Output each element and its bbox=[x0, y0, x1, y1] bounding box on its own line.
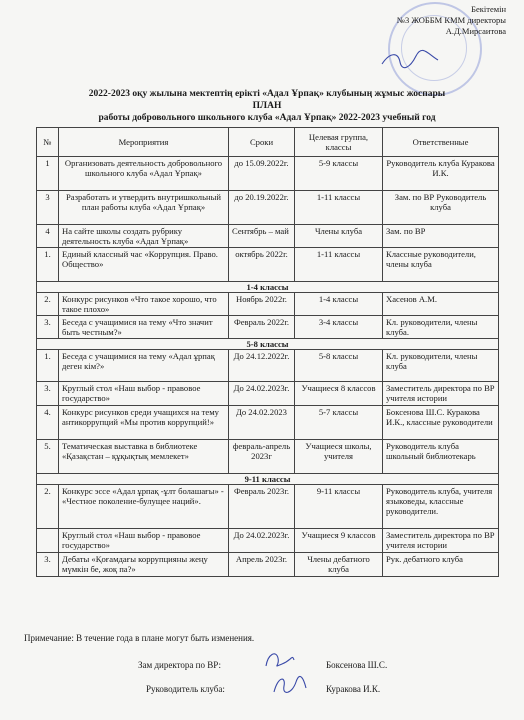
cell-group: 5-7 классы bbox=[295, 406, 383, 440]
cell-event: Беседа с учащимися на тему «Что значит быть честным?» bbox=[59, 316, 229, 339]
table-row bbox=[37, 316, 499, 339]
cell-date: Февраль 2022г. bbox=[229, 316, 295, 339]
section-title: 9-11 классы bbox=[37, 474, 499, 485]
cell-date: До 24.12.2022г. bbox=[229, 350, 295, 382]
header-event: Мероприятия bbox=[59, 128, 229, 157]
cell-event: Разработать и утвердить внутришкольный план работы клуба «Адал Ұрпақ» bbox=[59, 191, 229, 225]
cell-responsible: Кл. руководители, члены клуба bbox=[383, 350, 499, 382]
section-title: 1-4 классы bbox=[37, 282, 499, 293]
cell-date: Февраль 2023г. bbox=[229, 485, 295, 529]
table-header-row bbox=[37, 128, 499, 157]
table-row bbox=[37, 191, 499, 225]
cell-num bbox=[37, 529, 59, 553]
cell-responsible: Заместитель директора по ВР учителя истории bbox=[383, 382, 499, 406]
deputy-signature bbox=[262, 648, 298, 672]
cell-group: Члены дебатного клуба bbox=[295, 553, 383, 577]
cell-event: На сайте школы создать рубрику деятельность клуба «Адал Ұрпақ» bbox=[59, 225, 229, 248]
note-text: Примечание: В течение года в плане могут быть изменения. bbox=[24, 633, 255, 643]
cell-event: Конкурс рисунков «Что такое хорошо, что такое плохо» bbox=[59, 293, 229, 316]
document-title-block bbox=[40, 88, 494, 124]
cell-event: Организовать деятельность добровольного школьного клуба «Адал Ұрпақ» bbox=[59, 157, 229, 191]
cell-num: 2. bbox=[37, 485, 59, 529]
cell-date: февраль-апрель 2023г bbox=[229, 440, 295, 474]
cell-responsible: Руководитель клуба, учителя языковеды, классные руководители. bbox=[383, 485, 499, 529]
cell-num: 4. bbox=[37, 406, 59, 440]
table-row bbox=[37, 248, 499, 282]
cell-group: 1-11 классы bbox=[295, 248, 383, 282]
table-row bbox=[37, 350, 499, 382]
table-row bbox=[37, 485, 499, 529]
table-row bbox=[37, 529, 499, 553]
cell-date: до 15.09.2022г. bbox=[229, 157, 295, 191]
approval-position: №3 ЖОББМ КММ директоры bbox=[396, 15, 506, 25]
cell-responsible: Классные руководители, члены клуба bbox=[383, 248, 499, 282]
cell-num: 3. bbox=[37, 553, 59, 577]
cell-date: Апрель 2023г. bbox=[229, 553, 295, 577]
club-head-name: Куракова И.К. bbox=[326, 684, 381, 694]
cell-date: октябрь 2022г. bbox=[229, 248, 295, 282]
cell-group: 1-4 классы bbox=[295, 293, 383, 316]
cell-num: 5. bbox=[37, 440, 59, 474]
cell-responsible: Хасенов А.М. bbox=[383, 293, 499, 316]
cell-event: Беседа с учащимися на тему «Адал ұрпақ деген кім?» bbox=[59, 350, 229, 382]
cell-num: 1 bbox=[37, 157, 59, 191]
cell-num: 1. bbox=[37, 350, 59, 382]
approval-name: А.Д.Мирсаитова bbox=[445, 26, 506, 36]
title-kazakh: 2022-2023 оқу жылына мектептің ерікті «Адал Ұрпақ» клубының жұмыс жоспары bbox=[88, 89, 446, 99]
cell-event: Дебаты «Қоғамдағы коррупцияны жеңу мүмкін бе, жоқ па?» bbox=[59, 553, 229, 577]
cell-num: 1. bbox=[37, 248, 59, 282]
cell-responsible: Кл. руководители, члены клуба. bbox=[383, 316, 499, 339]
section-title: 5-8 классы bbox=[37, 339, 499, 350]
title-russian: работы добровольного школьного клуба «Адал Ұрпақ» 2022-2023 учебный год bbox=[98, 113, 436, 123]
cell-date: До 24.02.2023г. bbox=[229, 382, 295, 406]
header-num: № bbox=[37, 128, 59, 157]
table-row bbox=[37, 225, 499, 248]
cell-date: Сентябрь – май bbox=[229, 225, 295, 248]
section-row bbox=[37, 339, 499, 350]
cell-event: Конкурс рисунков среди учащихся на тему антикоррупций «Мы против коррупций!» bbox=[59, 406, 229, 440]
title-plan: ПЛАН bbox=[252, 101, 282, 111]
approval-title: Бекітемін bbox=[471, 4, 506, 14]
cell-group: 3-4 классы bbox=[295, 316, 383, 339]
header-date: Сроки bbox=[229, 128, 295, 157]
cell-date: Ноябрь 2022г. bbox=[229, 293, 295, 316]
table-row bbox=[37, 440, 499, 474]
cell-group: 1-11 классы bbox=[295, 191, 383, 225]
section-row bbox=[37, 474, 499, 485]
table-row bbox=[37, 157, 499, 191]
table-row bbox=[37, 406, 499, 440]
header-responsible: Ответственные bbox=[383, 128, 499, 157]
cell-group: 5-9 классы bbox=[295, 157, 383, 191]
approval-block bbox=[346, 4, 506, 37]
cell-date: До 24.02.2023 bbox=[229, 406, 295, 440]
cell-num: 2. bbox=[37, 293, 59, 316]
cell-event: Круглый стол «Наш выбор - правовое государство» bbox=[59, 382, 229, 406]
cell-responsible: Руководитель клуба школьный библиотекарь bbox=[383, 440, 499, 474]
director-signature bbox=[380, 48, 440, 70]
cell-responsible: Боксенова Ш.С. Куракова И.К., классные руководители bbox=[383, 406, 499, 440]
cell-event: Тематическая выставка в библиотеке «Қазақстан – құқықтық мемлекет» bbox=[59, 440, 229, 474]
table-row bbox=[37, 293, 499, 316]
cell-num: 3 bbox=[37, 191, 59, 225]
cell-responsible: Зам. по ВР bbox=[383, 225, 499, 248]
cell-responsible: Зам. по ВР Руководитель клуба bbox=[383, 191, 499, 225]
cell-group: 5-8 классы bbox=[295, 350, 383, 382]
cell-group: 9-11 классы bbox=[295, 485, 383, 529]
cell-group: Учащиеся школы, учителя bbox=[295, 440, 383, 474]
cell-date: До 24.02.2023г. bbox=[229, 529, 295, 553]
header-group: Целевая группа, классы bbox=[295, 128, 383, 157]
cell-event: Единый классный час «Коррупция. Право. Общество» bbox=[59, 248, 229, 282]
cell-num: 4 bbox=[37, 225, 59, 248]
cell-event: Круглый стол «Наш выбор - правовое государство» bbox=[59, 529, 229, 553]
table-row bbox=[37, 382, 499, 406]
cell-num: 3. bbox=[37, 316, 59, 339]
plan-table bbox=[36, 127, 499, 577]
deputy-name: Боксенова Ш.С. bbox=[326, 660, 388, 670]
table-row bbox=[37, 553, 499, 577]
cell-date: до 20.19.2022г. bbox=[229, 191, 295, 225]
cell-responsible: Рук. дебатного клуба bbox=[383, 553, 499, 577]
cell-responsible: Руководитель клуба Куракова И.К. bbox=[383, 157, 499, 191]
club-head-signature bbox=[270, 672, 308, 698]
section-row bbox=[37, 282, 499, 293]
cell-group: Учащиеся 8 классов bbox=[295, 382, 383, 406]
cell-num: 3. bbox=[37, 382, 59, 406]
club-head-label: Руководитель клуба: bbox=[146, 684, 225, 694]
deputy-label: Зам директора по ВР: bbox=[138, 660, 222, 670]
cell-group: Учащиеся 9 классов bbox=[295, 529, 383, 553]
cell-responsible: Заместитель директора по ВР учителя истории bbox=[383, 529, 499, 553]
cell-group: Члены клуба bbox=[295, 225, 383, 248]
cell-event: Конкурс эссе «Адал ұрпақ -ұлт болашағы» - «Честное поколение-булущее наций». bbox=[59, 485, 229, 529]
